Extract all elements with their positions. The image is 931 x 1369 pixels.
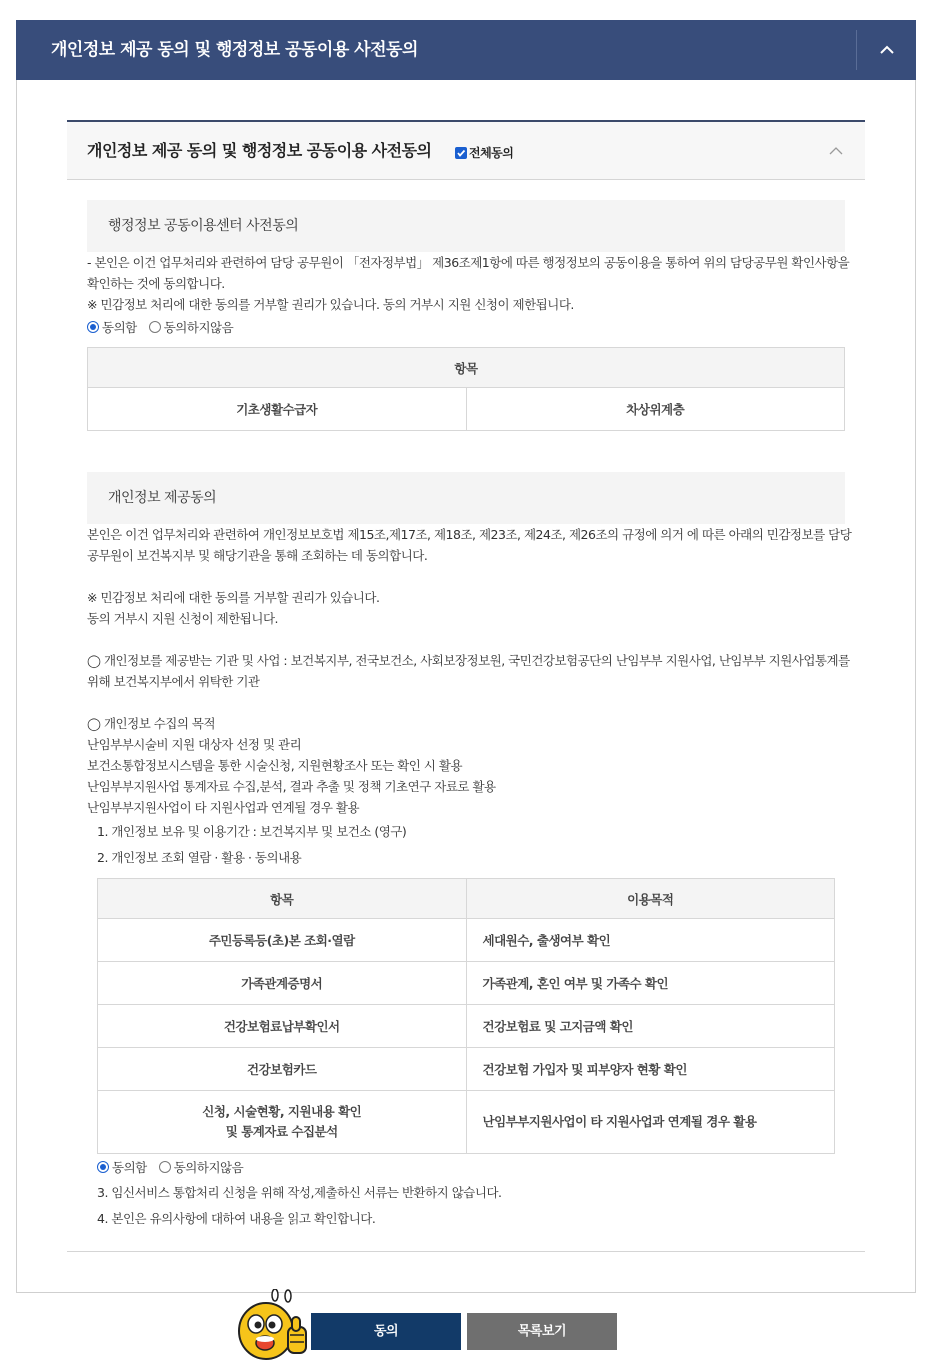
- section-personal-info-consent-header: [87, 472, 845, 524]
- table-cell: 세대원수, 출생여부 확인: [466, 919, 835, 962]
- table-cell: 건강보험료 및 고지금액 확인: [466, 1005, 835, 1048]
- section2-text-line: 난임부부지원사업 통계자료 수집,분석, 결과 추출 및 정책 기초연구 자료로 활용: [87, 779, 496, 794]
- table-row: [98, 1091, 835, 1154]
- table-cell: 가족관계, 혼인 여부 및 가족수 확인: [466, 962, 835, 1005]
- section-title: 개인정보 제공동의: [108, 490, 217, 506]
- section2-text-line: 본인은 이건 업무처리와 관련하여 개인정보보호법 제15조,제17조, 제18조, 제23조, 제24조, 제26조의 규정에 의거 에 따른 아래의 민감정보를 담당: [87, 527, 852, 542]
- section1-text-line: 확인하는 것에 동의합니다.: [87, 276, 225, 291]
- table-cell-line: 신청, 시술현황, 지원내용 확인: [202, 1104, 362, 1119]
- chevron-up-icon: [879, 45, 895, 55]
- section2-text-line: 위해 보건복지부에서 위탁한 기관: [87, 674, 260, 689]
- table-cell: [98, 1091, 467, 1154]
- inner-panel-header: [67, 120, 865, 180]
- list-button[interactable]: 목록보기: [467, 1313, 617, 1350]
- chevron-up-icon: [828, 146, 844, 156]
- section2-text-line: 난임부부시술비 지원 대상자 선정 및 관리: [87, 737, 302, 752]
- retention-period-item: 1. 개인정보 보유 및 이용기간 : 보건복지부 및 보건소 (영구): [97, 824, 407, 839]
- outer-panel-title: 개인정보 제공 동의 및 행정정보 공동이용 사전동의: [51, 40, 418, 60]
- disagree-radio-label[interactable]: 동의하지않음: [163, 320, 234, 335]
- all-agree-label: 전체동의: [469, 146, 514, 160]
- table-cell: 기초생활수급자: [88, 388, 467, 431]
- table-cell: 차상위계층: [466, 388, 845, 431]
- disagree-radio-label[interactable]: 동의하지않음: [173, 1160, 244, 1175]
- document-return-notice: 3. 임신서비스 통합처리 신청을 위해 작성,제출하신 서류는 반환하지 않습니다.: [97, 1185, 502, 1200]
- inner-panel-title: 개인정보 제공 동의 및 행정정보 공동이용 사전동의: [87, 141, 432, 160]
- table-cell: 주민등록등(초)본 조회·열람: [98, 919, 467, 962]
- agree-radio[interactable]: [97, 1161, 109, 1173]
- section1-text-line: ※ 민감정보 처리에 대한 동의를 거부할 권리가 있습니다. 동의 거부시 지원 신청이 제한됩니다.: [87, 297, 574, 312]
- mascot-thumbs-up-icon: [236, 1289, 312, 1365]
- table-cell: 건강보험료납부확인서: [98, 1005, 467, 1048]
- section1-consent-radio-group: [87, 318, 233, 336]
- table-header: 항목: [88, 348, 845, 388]
- section2-text-line: 동의 거부시 지원 신청이 제한됩니다.: [87, 611, 278, 626]
- section2-text-line: 난임부부지원사업이 타 지원사업과 연계될 경우 활용: [87, 800, 360, 815]
- table-header-item: 항목: [98, 879, 467, 919]
- consent-content-item: 2. 개인정보 조회 열람 · 활용 · 동의내용: [97, 850, 302, 865]
- table-row: [98, 1048, 835, 1091]
- section1-items-table: [87, 347, 845, 431]
- section2-text-line: ◯ 개인정보를 제공받는 기관 및 사업 : 보건복지부, 전국보건소, 사회보장정보원, 국민건강보험공단의 난임부부 지원사업, 난임부부 지원사업통계를: [87, 653, 850, 668]
- disagree-radio[interactable]: [159, 1161, 171, 1173]
- table-row: [98, 919, 835, 962]
- section1-text-line: - 본인은 이건 업무처리와 관련하여 담당 공무원이 「전자정부법」 제36조제1항에 따른 행정정보의 공동이용을 통하여 위의 담당공무원 확인사항을: [87, 255, 850, 270]
- all-agree-checkbox[interactable]: [455, 144, 513, 161]
- agree-button[interactable]: 동의: [311, 1313, 461, 1350]
- table-row: [98, 1005, 835, 1048]
- agree-radio-label[interactable]: 동의함: [112, 1160, 147, 1175]
- section-title: 행정정보 공동이용센터 사전동의: [108, 218, 299, 234]
- section-administrative-consent-header: [87, 200, 845, 252]
- table-cell: 건강보험카드: [98, 1048, 467, 1091]
- disagree-radio[interactable]: [149, 321, 161, 333]
- table-cell: 난임부부지원사업이 타 지원사업과 연계될 경우 활용: [466, 1091, 835, 1154]
- section2-text-line: ◯ 개인정보 수집의 목적: [87, 716, 216, 731]
- table-header-purpose: 이용목적: [466, 879, 835, 919]
- checkbox-checked-icon[interactable]: [455, 147, 467, 159]
- agree-radio-label[interactable]: 동의함: [102, 320, 137, 335]
- section2-consent-radio-group: [97, 1158, 243, 1176]
- table-cell: 가족관계증명서: [98, 962, 467, 1005]
- section2-text-line: 공무원이 보건복지부 및 해당기관을 통해 조회하는 데 동의합니다.: [87, 548, 428, 563]
- table-cell-line: 및 통계자료 수집분석: [225, 1124, 338, 1139]
- section2-text-line: 보건소통합정보시스템을 통한 시술신청, 지원현황조사 또는 확인 시 활용: [87, 758, 463, 773]
- confirmation-notice: 4. 본인은 유의사항에 대하여 내용을 읽고 확인합니다.: [97, 1211, 376, 1226]
- inner-collapse-button[interactable]: [825, 140, 847, 162]
- agree-radio[interactable]: [87, 321, 99, 333]
- table-row: [88, 388, 845, 431]
- table-row: [98, 962, 835, 1005]
- outer-collapse-button[interactable]: [857, 20, 916, 80]
- outer-panel-header[interactable]: [16, 20, 916, 80]
- table-cell: 건강보험 가입자 및 피부양자 현황 확인: [466, 1048, 835, 1091]
- section2-purpose-table: [97, 878, 835, 1154]
- section2-text-line: ※ 민감정보 처리에 대한 동의를 거부할 권리가 있습니다.: [87, 590, 380, 605]
- divider: [67, 1251, 865, 1252]
